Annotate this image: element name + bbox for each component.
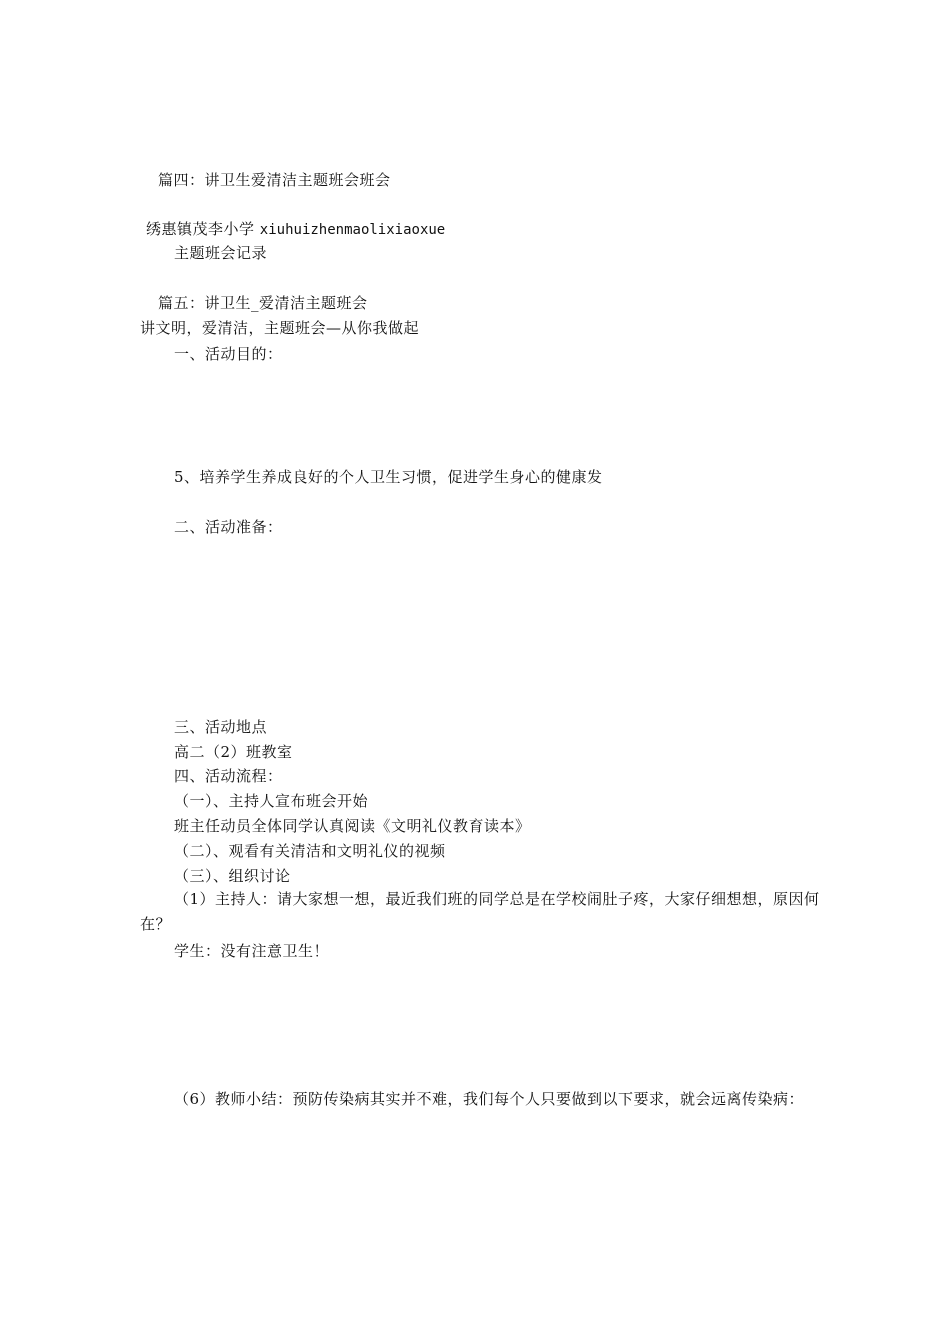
school-name: 绣惠镇茂李小学 — [146, 220, 255, 238]
record-title: 主题班会记录 — [174, 244, 268, 262]
purpose-item-5: 5、培养学生养成良好的个人卫生习惯，促进学生身心的健康发 — [174, 468, 603, 486]
section-location-heading: 三、活动地点 — [174, 718, 268, 736]
theme-line: 讲文明，爱清洁，主题班会—从你我做起 — [140, 319, 420, 337]
location-text: 高二（2）班教室 — [174, 743, 293, 761]
heading-article-4: 篇四：讲卫生爱清洁主题班会班会 — [158, 171, 391, 189]
section-process-heading: 四、活动流程： — [174, 767, 283, 785]
school-pinyin: xiuhuizhenmaolixiaoxue — [259, 222, 446, 238]
process-step-1-detail: 班主任动员全体同学认真阅读《文明礼仪教育读本》 — [174, 817, 531, 835]
discussion-answer-1: 学生：没有注意卫生！ — [174, 942, 330, 960]
teacher-summary: （6）教师小结：预防传染病其实并不难，我们每个人只要做到以下要求，就会远离传染病： — [174, 1090, 805, 1108]
section-purpose-heading: 一、活动目的： — [174, 345, 283, 363]
process-step-2: （二）、观看有关清洁和文明礼仪的视频 — [174, 842, 446, 860]
process-step-3: （三）、组织讨论 — [174, 867, 291, 885]
section-preparation-heading: 二、活动准备： — [174, 518, 283, 536]
process-step-1: （一）、主持人宣布班会开始 — [174, 792, 369, 810]
heading-article-5: 篇五：讲卫生_爱清洁主题班会 — [158, 294, 368, 312]
school-line — [146, 219, 445, 240]
discussion-question-1: （1）主持人：请大家想一想，最近我们班的同学总是在学校闹肚子疼，大家仔细想想，原因何在？ — [140, 890, 820, 933]
